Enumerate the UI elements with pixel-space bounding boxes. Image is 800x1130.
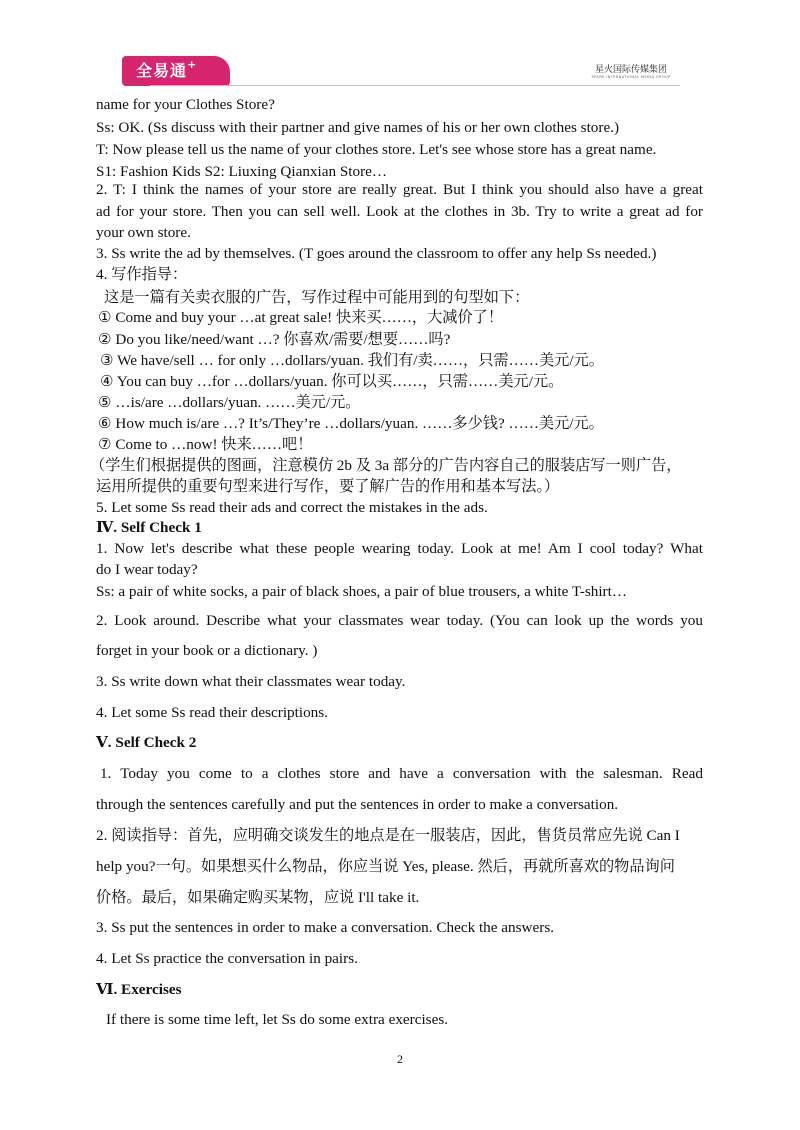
text-line: （学生们根据提供的图画，注意模仿 2b 及 3a 部分的广告内容自己的服装店写一则广告， xyxy=(90,457,682,474)
header-divider xyxy=(150,85,680,86)
text-line: your own store. xyxy=(96,224,191,241)
page-number: 2 xyxy=(397,1052,403,1066)
text-line: Ss: OK. (Ss discuss with their partner and give names of his or her own clothes store.) xyxy=(96,119,620,136)
text-line: If there is some time left, let Ss do some extra exercises. xyxy=(106,1011,449,1028)
sentence-pattern: ② Do you like/need/want …? 你喜欢/需要/想要……吗? xyxy=(98,331,451,348)
text-line: T: Now please tell us the name of your clothes store. Let's see whose store has a great name. xyxy=(96,141,657,158)
text-line: Ss: a pair of white socks, a pair of black shoes, a pair of blue trousers, a white T-shirt… xyxy=(96,583,628,600)
text-line: 1. Today you come to a clothes store and have a conversation with the salesman. Read xyxy=(100,765,703,782)
text-line: 5. Let some Ss read their ads and correct the mistakes in the ads. xyxy=(96,499,488,516)
sentence-pattern: ⑥ How much is/are …? It’s/They’re …dollars/yuan. ……多少钱? ……美元/元。 xyxy=(98,415,604,432)
text-line: name for your Clothes Store? xyxy=(96,96,275,113)
text-line: S1: Fashion Kids S2: Liuxing Qianxian Store… xyxy=(96,163,388,180)
sentence-pattern: ③ We have/sell … for only …dollars/yuan. 我们有/卖……，只需……美元/元。 xyxy=(100,352,604,369)
publisher-subtitle: SPARK INTERNATIONAL MEDIA GROUP xyxy=(591,75,671,79)
page-header xyxy=(0,0,800,90)
text-line: 3. Ss put the sentences in order to make a conversation. Check the answers. xyxy=(96,919,555,936)
text-line: 2. Look around. Describe what your classmates wear today. (You can look up the words you xyxy=(96,612,703,629)
text-line: 2. 阅读指导：首先，应明确交谈发生的地点是在一服装店，因此，售货员常应先说 Can I xyxy=(96,827,680,844)
section-heading: Ⅳ. Self Check 1 xyxy=(96,519,202,536)
text-line: 2. T: I think the names of your store are really great. But I think you should also have a great xyxy=(96,181,703,198)
text-line: through the sentences carefully and put the sentences in order to make a conversation. xyxy=(96,796,619,813)
text-line: help you?一句。如果想买什么物品，你应当说 Yes, please. 然后，再就所喜欢的物品询问 xyxy=(96,858,675,875)
sentence-pattern: ⑤ …is/are …dollars/yuan. ……美元/元。 xyxy=(98,394,361,411)
text-line: 价格。最后，如果确定购买某物，应说 I'll take it. xyxy=(96,889,420,906)
text-line: do I wear today? xyxy=(96,561,198,578)
text-line: forget in your book or a dictionary. ) xyxy=(96,642,318,659)
logo-text: 全易通 xyxy=(136,61,188,80)
text-line: 这是一篇有关卖衣服的广告，写作过程中可能用到的句型如下： xyxy=(104,289,530,306)
section-heading: Ⅴ. Self Check 2 xyxy=(96,734,197,751)
text-line: 4. Let Ss practice the conversation in pairs. xyxy=(96,950,358,967)
text-line: 4. Let some Ss read their descriptions. xyxy=(96,704,328,721)
sentence-pattern: ⑦ Come to …now! 快来……吧！ xyxy=(98,436,313,453)
sentence-pattern: ④ You can buy …for …dollars/yuan. 你可以买……，只需……美元/元。 xyxy=(100,373,564,390)
text-line: ad for your store. Then you can sell well. Look at the clothes in 3b. Try to write a great ad for xyxy=(96,203,703,220)
publisher-name: 星火国际传媒集团 xyxy=(594,65,667,75)
text-line: 1. Now let's describe what these people wearing today. Look at me! Am I cool today? What xyxy=(96,540,703,557)
sentence-pattern: ① Come and buy your …at great sale! 快来买……，大减价了！ xyxy=(98,309,504,326)
logo-plus: + xyxy=(187,58,198,71)
text-line: 3. Ss write the ad by themselves. (T goes around the classroom to offer any help Ss needed.) xyxy=(96,245,657,262)
text-line: 3. Ss write down what their classmates wear today. xyxy=(96,673,406,690)
brand-logo xyxy=(122,56,230,86)
section-heading: Ⅵ. Exercises xyxy=(96,981,182,998)
text-line: 运用所提供的重要句型来进行写作，要了解广告的作用和基本写法。） xyxy=(96,478,560,495)
writing-guide-heading: 4. 写作指导： xyxy=(96,266,188,283)
